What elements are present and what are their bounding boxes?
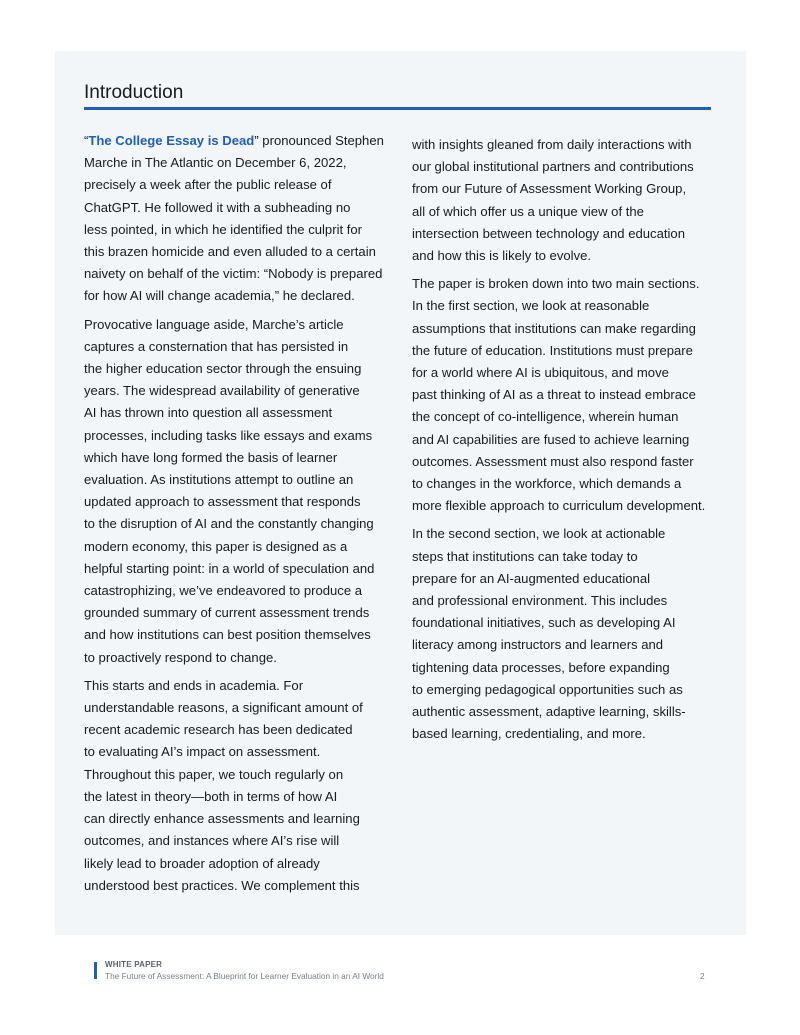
paragraph-line: literacy among instructors and learners and — [412, 637, 664, 653]
paragraph-line: this brazen homicide and even alluded to a certain — [84, 244, 376, 260]
paragraph-line: Provocative language aside, Marche’s article — [84, 316, 344, 332]
paragraph-line: and how institutions can best position themselves — [84, 627, 371, 643]
right-column — [412, 134, 712, 751]
paragraph-line: In the second section, we look at actionable — [412, 526, 666, 542]
paragraph-line: Throughout this paper, we touch regularly on — [84, 766, 344, 782]
paragraph-line: precisely a week after the public release of — [84, 177, 332, 193]
paragraph-line: for a world where AI is ubiquitous, and move — [412, 365, 669, 381]
page-number: 2 — [700, 971, 705, 981]
paragraph-line: understandable reasons, a significant amount of — [84, 700, 363, 716]
right-paragraph-1 — [412, 134, 712, 267]
footer-label: WHITE PAPER — [105, 960, 163, 969]
paragraph-line: modern economy, this paper is designed as a — [84, 538, 348, 554]
paragraph-line: understood best practices. We complement this — [84, 877, 360, 893]
paragraph-line: catastrophizing, we’ve endeavored to produce a — [84, 583, 363, 599]
paragraph-line: captures a consternation that has persisted in — [84, 338, 349, 354]
left-column — [84, 130, 384, 903]
paragraph-line: prepare for an AI-augmented educational — [412, 570, 651, 586]
paragraph-line: processes, including tasks like essays and exams — [84, 427, 373, 443]
paragraph-line: to emerging pedagogical opportunities such as — [412, 681, 683, 697]
paragraph-line: foundational initiatives, such as developing AI — [412, 615, 676, 631]
left-paragraph-3 — [84, 675, 384, 897]
paragraph-line: to proactively respond to change. — [84, 649, 277, 665]
paragraph-line: helpful starting point: in a world of speculation and — [84, 560, 375, 576]
paragraph-line: past thinking of AI as a threat to instead embrace — [412, 387, 696, 403]
paragraph-line: from our Future of Assessment Working Group, — [412, 181, 687, 197]
paragraph-line: ChatGPT. He followed it with a subheading no — [84, 199, 351, 215]
footer-accent-bar — [94, 962, 97, 979]
paragraph-line: the concept of co-intelligence, wherein human — [412, 409, 679, 425]
paragraph-line: based learning, credentialing, and more. — [412, 726, 646, 742]
paragraph-line: our global institutional partners and contributions — [412, 159, 694, 175]
paragraph-line: to the disruption of AI and the constantly changing — [84, 516, 374, 532]
paragraph-line: authentic assessment, adaptive learning, skills- — [412, 704, 686, 720]
paragraph-line: In the first section, we look at reasonable — [412, 298, 650, 314]
paragraph-line: to changes in the workforce, which demands a — [412, 476, 682, 492]
paragraph-line: intersection between technology and education — [412, 225, 685, 241]
right-paragraph-3 — [412, 523, 712, 745]
paragraph-line: and professional environment. This includes — [412, 593, 668, 609]
paragraph-line: less pointed, in which he identified the culprit for — [84, 221, 363, 237]
paragraph-line: for how AI will change academia,” he declared. — [84, 288, 355, 304]
paragraph-line: This starts and ends in academia. For — [84, 677, 304, 693]
paragraph-line: which have long formed the basis of learner — [84, 449, 338, 465]
paragraph-line: to evaluating AI’s impact on assessment. — [84, 744, 321, 760]
paragraph-line: the higher education sector through the ensuing — [84, 361, 362, 377]
paragraph-line: and AI capabilities are fused to achieve learning — [412, 431, 690, 447]
paragraph-line: likely lead to broader adoption of already — [84, 855, 320, 871]
paragraph-line: grounded summary of current assessment trends — [84, 605, 370, 621]
left-paragraph-2 — [84, 314, 384, 669]
article-link[interactable]: The College Essay is Dead — [88, 133, 255, 148]
paragraph-line: with insights gleaned from daily interactions with — [412, 137, 692, 152]
paragraph-line — [84, 130, 384, 152]
paragraph-line: outcomes, and instances where AI’s rise will — [84, 833, 340, 849]
paragraph-line: Marche in The Atlantic on December 6, 2022, — [84, 155, 347, 171]
paragraph-line: more flexible approach to curriculum development. — [412, 498, 706, 514]
section-title: Introduction — [84, 82, 184, 103]
paragraph-line: the future of education. Institutions must prepare — [412, 342, 693, 358]
paragraph-line: updated approach to assessment that responds — [84, 494, 361, 510]
footer-document-title: The Future of Assessment: A Blueprint for Learner Evaluation in an AI World — [105, 971, 384, 981]
right-paragraph-2 — [412, 273, 712, 517]
paragraph-line: evaluation. As institutions attempt to outline an — [84, 472, 354, 488]
paragraph-line-text: ” pronounced Stephen — [254, 133, 384, 148]
left-paragraph-1 — [84, 130, 384, 308]
paragraph-line: AI has thrown into question all assessment — [84, 405, 333, 421]
paragraph-line: recent academic research has been dedicated — [84, 722, 353, 738]
paragraph-line: naivety on behalf of the victim: “Nobody is prepared — [84, 266, 383, 282]
paragraph-line: The paper is broken down into two main sections. — [412, 276, 700, 292]
paragraph-line: outcomes. Assessment must also respond faster — [412, 453, 694, 469]
paragraph-line: can directly enhance assessments and learning — [84, 811, 360, 827]
paragraph-line: the latest in theory—both in terms of how AI — [84, 788, 338, 804]
paragraph-line: assumptions that institutions can make regarding — [412, 320, 696, 336]
paragraph-line: and how this is likely to evolve. — [412, 248, 592, 264]
open-quote: “ — [84, 133, 89, 148]
paragraph-line: steps that institutions can take today to — [412, 548, 638, 564]
paragraph-line: tightening data processes, before expanding — [412, 659, 670, 675]
title-underline — [84, 107, 711, 110]
paragraph-line: years. The widespread availability of generative — [84, 383, 360, 399]
paragraph-line: all of which offer us a unique view of the — [412, 203, 644, 219]
